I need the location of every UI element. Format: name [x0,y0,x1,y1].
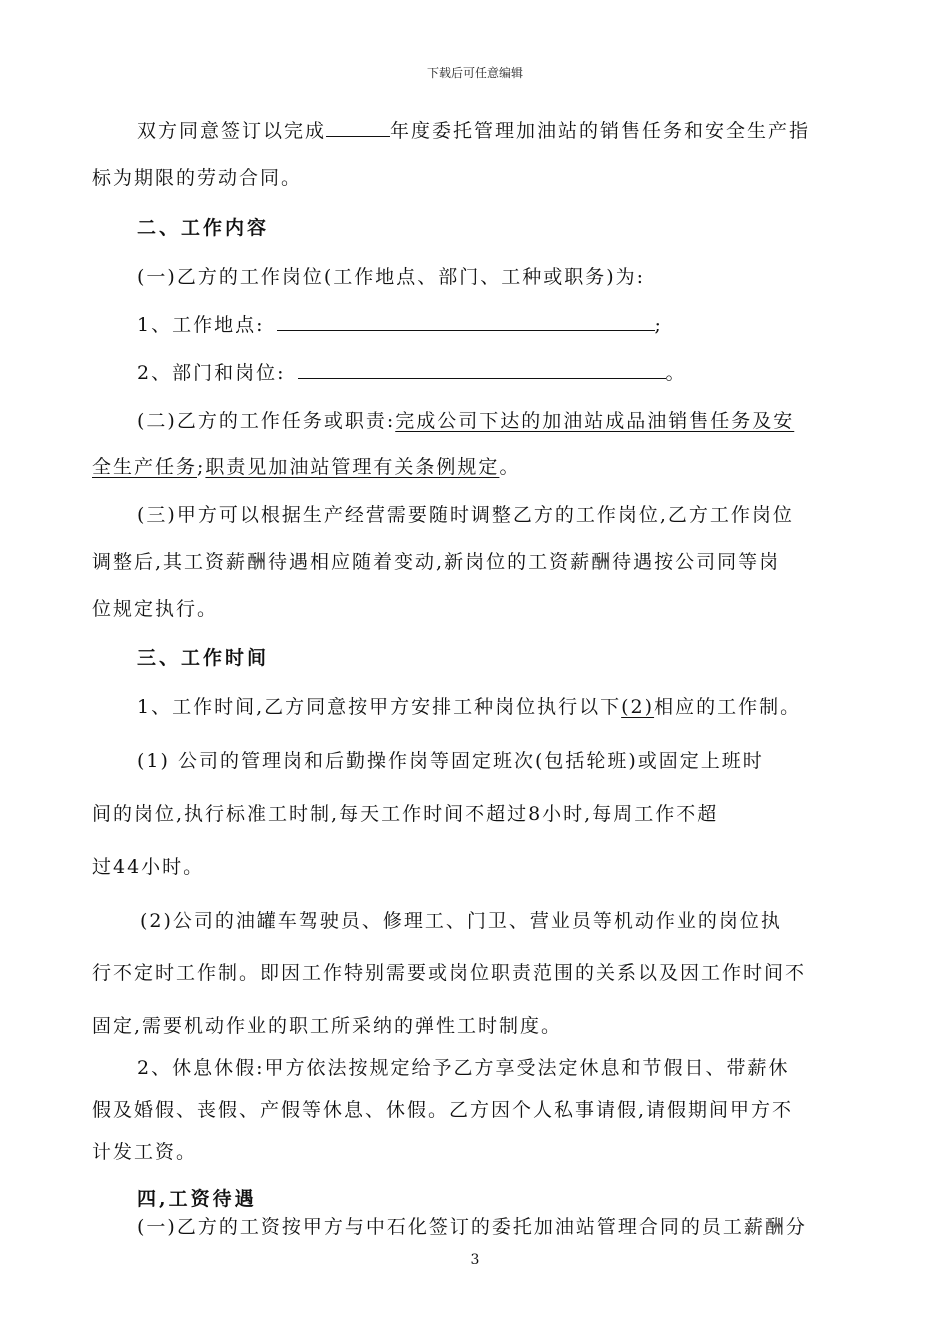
paragraph-line: 调整后,其工资薪酬待遇相应随着变动,新岗位的工资薪酬待遇按公司同等岗 [92,551,781,573]
text: 双方同意签订以完成 [137,120,327,142]
paragraph-line [137,692,801,719]
paragraph-line [137,406,794,433]
paragraph-line [137,116,810,143]
paragraph-line [137,310,663,337]
paragraph-line [137,358,687,385]
underlined-text: 职责见加油站管理有关条例规定 [205,456,500,478]
paragraph-line: (一)乙方的工作岗位(工作地点、部门、工种或职务)为: [137,266,646,288]
paragraph-line: (1) 公司的管理岗和后勤操作岗等固定班次(包括轮班)或固定上班时 [137,750,764,772]
blank-work-location [277,329,655,331]
section-heading: 四,工资待遇 [137,1188,257,1210]
paragraph-line: 假及婚假、丧假、产假等休息、休假。乙方因个人私事请假,请假期间甲方不 [92,1099,794,1121]
blank-year [326,135,390,137]
section-heading: 三、工作时间 [137,647,270,669]
text: ; [197,456,206,478]
blank-department-position [298,377,666,379]
paragraph-line [92,452,520,479]
text: 1、工作地点: [137,314,265,336]
paragraph-line: 位规定执行。 [92,598,219,620]
text: 。 [499,456,521,478]
underlined-text: 完成公司下达的加油站成品油销售任务及安 [395,410,795,432]
text: 。 [665,362,687,384]
section-heading: 二、工作内容 [137,217,270,239]
paragraph-line: (三)甲方可以根据生产经营需要随时调整乙方的工作岗位,乙方工作岗位 [137,504,794,526]
text: (二)乙方的工作任务或职责: [137,410,396,432]
underlined-text: (2) [621,696,655,718]
page-header: 下载后可任意编辑 [426,66,523,80]
text: ; [654,314,663,336]
paragraph-line: 行不定时工作制。即因工作特别需要或岗位职责范围的关系以及因工作时间不 [92,962,807,984]
paragraph-line: 间的岗位,执行标准工时制,每天工作时间不超过8小时,每周工作不超 [92,803,719,825]
text: 年度委托管理加油站的销售任务和安全生产指 [390,120,811,142]
paragraph-line: (2)公司的油罐车驾驶员、修理工、门卫、营业员等机动作业的岗位执 [140,910,782,932]
text: 相应的工作制。 [654,696,802,718]
paragraph-line: 2、休息休假:甲方依法按规定给予乙方享受法定休息和节假日、带薪休 [137,1057,790,1079]
text: 1、工作时间,乙方同意按甲方安排工种岗位执行以下 [137,696,622,718]
paragraph-line: 固定,需要机动作业的职工所采纳的弹性工时制度。 [92,1015,563,1037]
paragraph-line: 标为期限的劳动合同。 [92,167,303,189]
paragraph-line: (一)乙方的工资按甲方与中石化签订的委托加油站管理合同的员工薪酬分 [137,1216,807,1238]
paragraph-line: 计发工资。 [92,1141,198,1163]
underlined-text: 全生产任务 [92,456,198,478]
page-number: 3 [470,1252,480,1268]
paragraph-line: 过44小时。 [92,856,205,878]
text: 2、部门和岗位: [137,362,286,384]
